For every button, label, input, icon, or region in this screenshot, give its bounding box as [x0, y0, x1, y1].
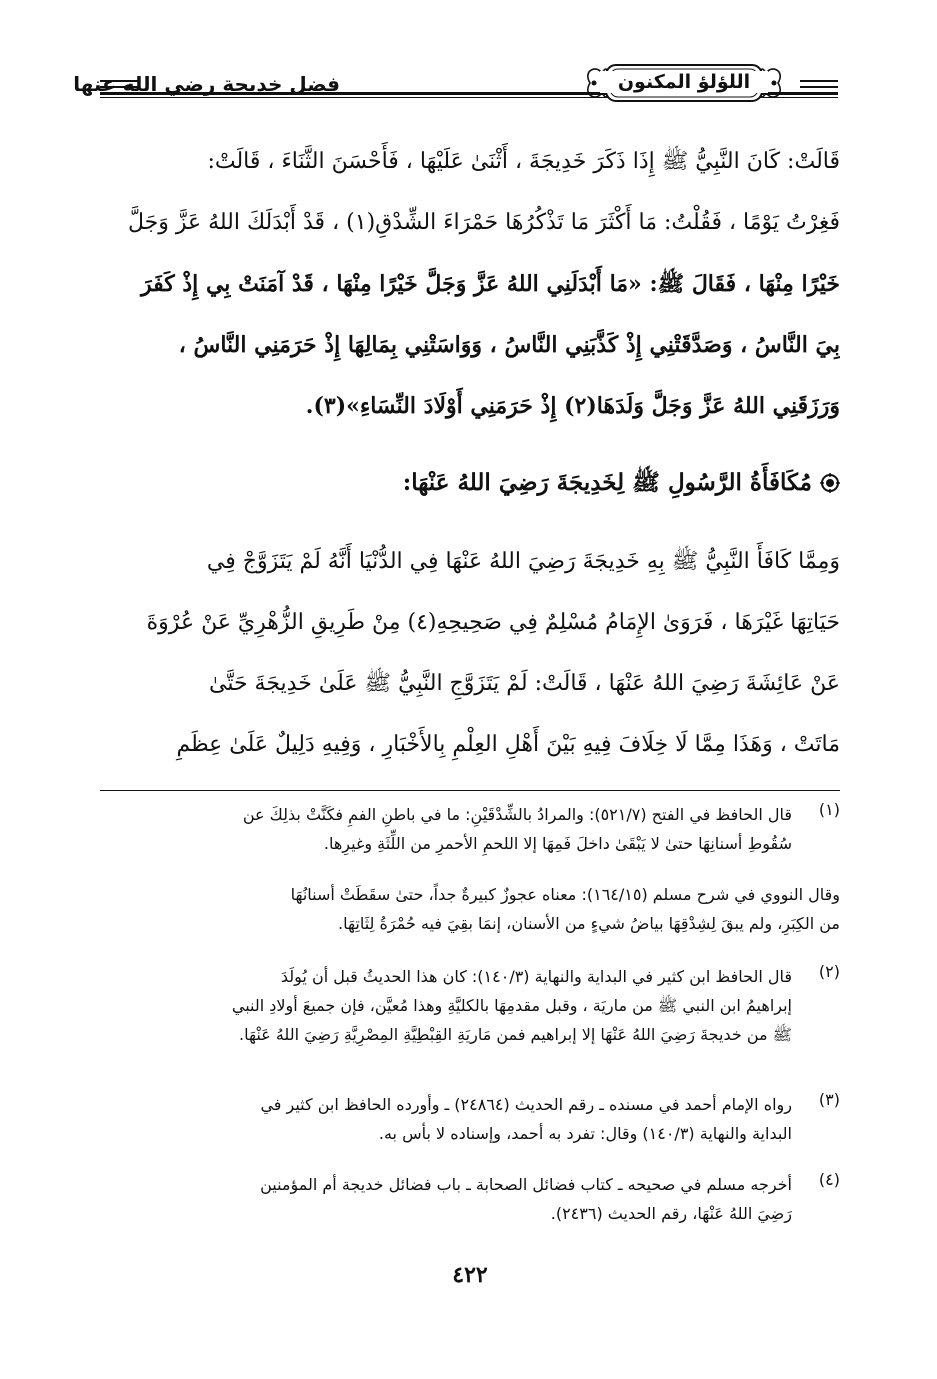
footnote-line: من الكِبَرِ، ولم يبقَ لِشِدْقِهَا بياضُ شيءٍ من الأسنان، إنمَا بقِيَ فيه حُمْرَةُ لِثَاتِهَا. [338, 914, 840, 933]
footnote-line: ﷺ من خديجةَ رَضِيَ اللهُ عَنْهَا إلا إبراهيم فمن مَاريَةِ القِبْطِيَّةِ المِصْرِيَّةِ رَضِيَ اللهُ عَنْهَا. [239, 1025, 792, 1044]
text-line: خَيْرًا مِنْهَا ، فَقَالَ ﷺ: «مَا أَبْدَلَنِي اللهُ عَزَّ وَجَلَّ خَيْرًا مِنْهَا ، قَدْ آمَنَتْ بِي إِذْ كَفَرَ [140, 271, 840, 297]
header-dash-right [800, 80, 838, 90]
footnote-number: (١) [818, 800, 840, 819]
footnote-line: إبراهيمُ ابن النبي ﷺ من ماريَة ، وقبل مقدمِهَا بالكليَّةِ وهذا مُعيَّن، فإن جميعَ أولادِ النبي [231, 996, 792, 1015]
footnote-line: قال الحافظ في الفتح (٥٢١/٧): والمرادُ بالشِّدْقَيْنِ: ما في باطنِ الفمِ فكَنَّتْ بذلِكَ عن [242, 805, 792, 824]
footnote-line: أخرجه مسلم في صحيحه ـ كتاب فضائل الصحابة ـ باب فضائل خديجة أم المؤمنين [260, 1175, 792, 1194]
footnote-number: (٣) [818, 1090, 840, 1109]
footnote-line: قال الحافظ ابن كثير في البداية والنهاية (١٤٠/٣): كان هذا الحديثُ قبل أن يُولَدَ [280, 967, 792, 986]
footnote-divider [100, 790, 840, 791]
section-heading-text: مُكَافَأَةُ الرَّسُولِ ﷺ لِخَدِيجَةَ رَضِيَ اللهُ عَنْهَا: [402, 469, 812, 496]
footnote-line: رَضِيَ اللهُ عَنْهَا، رقم الحديث (٢٤٣٦). [550, 1204, 792, 1223]
section-heading [340, 468, 840, 502]
text-line: وَرَزَقَنِي اللهُ عَزَّ وَجَلَّ وَلَدَهَا(٢) إِذْ حَرَمَنِي أَوْلَادَ النِّسَاءِ»(٣). [305, 393, 840, 419]
text-line: بِيَ النَّاسُ ، وَصَدَّقَتْنِي إِذْ كَذَّبَنِي النَّاسُ ، وَوَاسَتْنِي بِمَالِهَا إِذْ حَرَمَنِي النَّاسُ ، [178, 332, 840, 358]
page-number: ٤٢٢ [452, 1262, 488, 1288]
text-line: وَمِمَّا كَافَأَ النَّبِيُّ ﷺ بِهِ خَدِيجَةَ رَضِيَ اللهُ عَنْهَا فِي الدُّنْيَا أَنَّهُ لَمْ يَتَزَوَّجْ فِي [206, 549, 840, 574]
footnote-number: (٤) [818, 1170, 840, 1189]
section-title: فضل خديجة رضي الله عنها [73, 72, 340, 96]
paragraph-2 [100, 540, 840, 784]
footnote-line: سُقُوطِ أسنانِهَا حتىٰ لا يَبْقَىٰ داخلَ فَمِهَا إلا اللحمِ الأحمرِ من اللِّثَةِ وغيرِها. [323, 834, 792, 853]
flower-bullet-icon [820, 473, 840, 493]
paragraph-1 [100, 140, 840, 445]
text-line: قَالَتْ: كَانَ النَّبِيُّ ﷺ إِذَا ذَكَرَ خَدِيجَةَ ، أَثْنَىٰ عَلَيْهَا ، فَأَحْسَنَ الثَّنَاءَ ، قَالَتْ: [207, 149, 840, 174]
text-line: فَغِرْتُ يَوْمًا ، فَقُلْتُ: مَا أَكْثَرَ مَا تَذْكُرُهَا حَمْرَاءَ الشِّدْقِ(١) ، قَدْ أَبْدَلَكَ اللهُ عَزَّ وَجَلَّ [127, 210, 840, 235]
footnote-line: رواه الإمام أحمد في مسنده ـ رقم الحديث (٢٤٨٦٤) ـ وأورده الحافظ ابن كثير في [260, 1095, 792, 1114]
text-line: حَيَاتِهَا غَيْرَهَا ، فَرَوَىٰ الإِمَامُ مُسْلِمٌ فِي صَحِيحِهِ(٤) مِنْ طَرِيقِ الزُّهْرِيِّ عَنْ عُرْوَةَ [146, 610, 840, 635]
text-line: عَنْ عَائِشَةَ رَضِيَ اللهُ عَنْهَا ، قَالَتْ: لَمْ يَتَزَوَّجِ النَّبِيُّ ﷺ عَلَىٰ خَدِيجَةَ حَتَّىٰ [208, 671, 840, 696]
book-title: اللؤلؤ المكنون [600, 71, 768, 93]
text-line: مَاتَتْ ، وَهَذَا مِمَّا لَا خِلَافَ فِيهِ بَيْنَ أَهْلِ العِلْمِ بِالأَخْبَارِ ، وَفِيهِ دَلِيلٌ عَلَىٰ عِظَمِ [176, 732, 840, 757]
footnote-number: (٢) [818, 962, 840, 981]
footnote-line: وقال النووي في شرح مسلم (١٦٤/١٥): معناه عجوزٌ كبيرةٌ جداً، حتىٰ سقَطَتْ أسنانُهَا [290, 885, 840, 904]
footnote-line: البداية والنهاية (١٤٠/٣) وقال: تفرد به أحمد، وإسناده لا بأس به. [378, 1124, 792, 1143]
